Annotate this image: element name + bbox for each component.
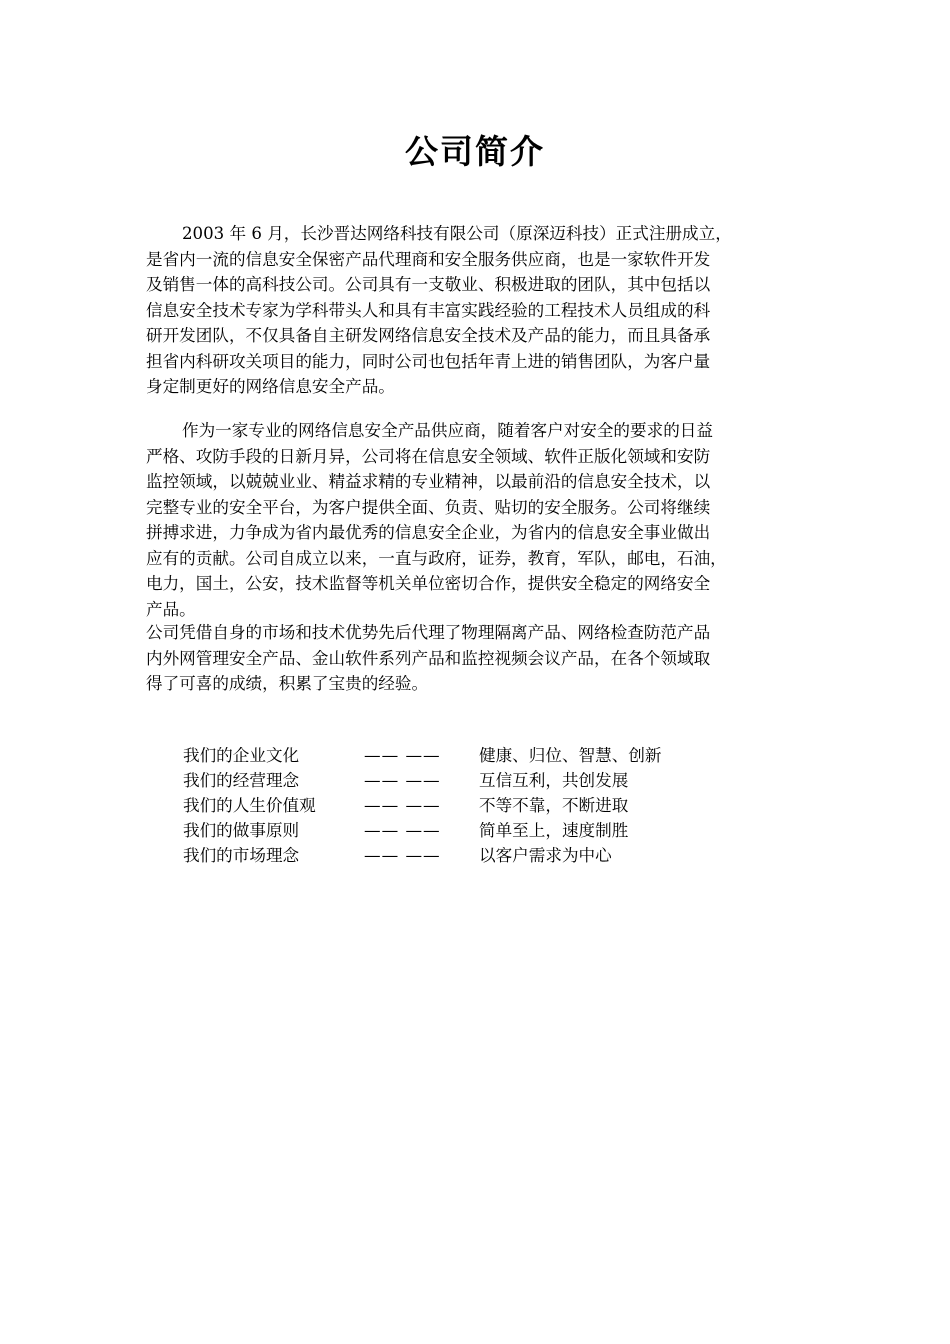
paragraph-line: 完整专业的安全平台，为客户提供全面、负责、贴切的安全服务。公司将继续	[146, 497, 711, 517]
paragraph-line: 应有的贡献。公司自成立以来，一直与政府，证券，教育，军队，邮电，石油，	[146, 548, 727, 568]
value-dash: —— ——	[364, 846, 441, 865]
value-dash: —— ——	[364, 771, 441, 790]
company-values-list	[183, 743, 783, 868]
paragraph-line: 内外网管理安全产品、金山软件系列产品和监控视频会议产品，在各个领域取	[146, 648, 711, 668]
page-title: 公司简介	[405, 132, 545, 171]
paragraph-line: 作为一家专业的网络信息安全产品供应商，随着客户对安全的要求的日益	[182, 421, 713, 440]
value-text: 不等不靠，不断进取	[479, 796, 629, 815]
value-dash: —— ——	[364, 746, 441, 765]
paragraph-line: 2003 年 6 月，长沙晋达网络科技有限公司（原深迈科技）正式注册成立，	[182, 224, 732, 243]
paragraph-line: 是省内一流的信息安全保密产品代理商和安全服务供应商，也是一家软件开发	[146, 249, 711, 269]
value-row	[183, 843, 783, 868]
paragraph-line: 公司凭借自身的市场和技术优势先后代理了物理隔离产品、网络检查防范产品	[146, 623, 711, 642]
value-dash: —— ——	[364, 796, 441, 815]
value-row	[183, 743, 783, 768]
paragraph-line: 担省内科研攻关项目的能力，同时公司也包括年青上进的销售团队，为客户量	[146, 351, 711, 371]
paragraph-line: 研开发团队，不仅具备自主研发网络信息安全技术及产品的能力，而且具备承	[146, 326, 711, 345]
paragraph-line: 信息安全技术专家为学科带头人和具有丰富实践经验的工程技术人员组成的科	[146, 300, 711, 320]
paragraph-line: 严格、攻防手段的日新月异，公司将在信息安全领域、软件正版化领域和安防	[146, 446, 711, 466]
paragraph-line: 及销售一体的高科技公司。公司具有一支敬业、积极进取的团队，其中包括以	[146, 275, 711, 294]
paragraph-line: 产品。	[146, 599, 196, 619]
value-label: 我们的经营理念	[183, 771, 300, 790]
value-text: 互信互利，共创发展	[479, 771, 629, 790]
value-text: 简单至上，速度制胜	[479, 821, 629, 840]
value-text: 健康、归位、智慧、创新	[479, 746, 662, 765]
value-row	[183, 818, 783, 843]
paragraph-line: 拼搏求进，力争成为省内最优秀的信息安全企业，为省内的信息安全事业做出	[146, 523, 711, 542]
paragraph-line: 得了可喜的成绩，积累了宝贵的经验。	[146, 674, 429, 693]
value-row	[183, 768, 783, 793]
value-label: 我们的企业文化	[183, 746, 300, 765]
paragraph-line: 电力，国土，公安，技术监督等机关单位密切合作，提供安全稳定的网络安全	[146, 574, 711, 593]
paragraph-mission	[146, 418, 826, 622]
value-label: 我们的市场理念	[183, 846, 300, 865]
value-label: 我们的人生价值观	[183, 796, 316, 815]
value-label: 我们的做事原则	[183, 821, 300, 840]
paragraph-products	[146, 620, 826, 697]
paragraph-intro	[146, 221, 826, 400]
paragraph-line: 身定制更好的网络信息安全产品。	[146, 377, 395, 396]
value-row	[183, 793, 783, 818]
paragraph-line: 监控领域，以兢兢业业、精益求精的专业精神，以最前沿的信息安全技术，以	[146, 472, 711, 491]
value-dash: —— ——	[364, 821, 441, 840]
value-text: 以客户需求为中心	[479, 846, 612, 865]
